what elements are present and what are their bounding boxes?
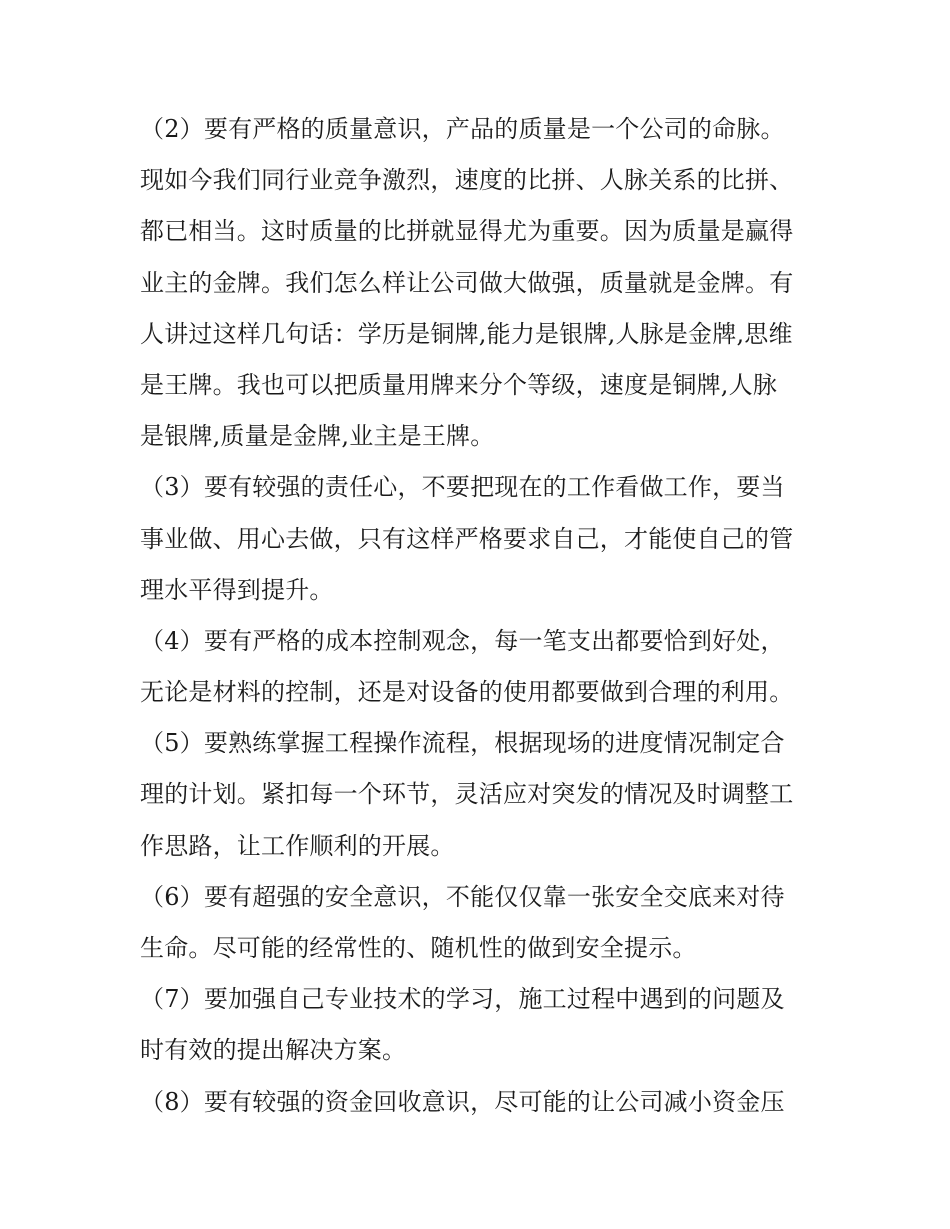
text-line: 现如今我们同行业竞争激烈，速度的比拼、人脉关系的比拼、 bbox=[140, 166, 794, 195]
text-line: 是银牌,质量是金牌,业主是王牌。 bbox=[140, 422, 495, 451]
text-line: 理水平得到提升。 bbox=[140, 575, 334, 604]
paragraph-safety-awareness bbox=[140, 872, 820, 974]
text-line: （6）要有超强的安全意识，不能仅仅靠一张安全交底来对待 bbox=[140, 882, 785, 911]
text-line: 时有效的提出解决方案。 bbox=[140, 1036, 407, 1065]
text-line: 业主的金牌。我们怎么样让公司做大做强，质量就是金牌。有 bbox=[140, 268, 794, 297]
paragraph-responsibility bbox=[140, 462, 820, 616]
body-text bbox=[140, 104, 820, 1128]
text-line: 都已相当。这时质量的比拼就显得尤为重要。因为质量是赢得 bbox=[140, 217, 794, 246]
paragraph-process-mastery bbox=[140, 718, 820, 872]
text-line: 是王牌。我也可以把质量用牌来分个等级，速度是铜牌,人脉 bbox=[140, 370, 778, 399]
text-line: （5）要熟练掌握工程操作流程，根据现场的进度情况制定合 bbox=[140, 729, 785, 758]
text-line: （8）要有较强的资金回收意识，尽可能的让公司减小资金压 bbox=[140, 1087, 785, 1116]
paragraph-cost-control bbox=[140, 616, 820, 718]
text-line: （3）要有较强的责任心，不要把现在的工作看做工作，要当 bbox=[140, 473, 785, 502]
text-line: 无论是材料的控制，还是对设备的使用都要做到合理的利用。 bbox=[140, 678, 794, 707]
text-line: 事业做、用心去做，只有这样严格要求自己，才能使自己的管 bbox=[140, 524, 794, 553]
paragraph-quality-awareness bbox=[140, 104, 820, 462]
text-line: （7）要加强自己专业技术的学习，施工过程中遇到的问题及 bbox=[140, 985, 785, 1014]
text-line: 作思路，让工作顺利的开展。 bbox=[140, 831, 455, 860]
text-line: 人讲过这样几句话：学历是铜牌,能力是银牌,人脉是金牌,思维 bbox=[140, 319, 793, 348]
text-line: （4）要有严格的成本控制观念，每一笔支出都要恰到好处， bbox=[140, 626, 785, 655]
paragraph-fund-recovery bbox=[140, 1077, 820, 1128]
text-line: （2）要有严格的质量意识，产品的质量是一个公司的命脉。 bbox=[140, 115, 785, 143]
paragraph-technical-learning bbox=[140, 974, 820, 1076]
text-line: 生命。尽可能的经常性的、随机性的做到安全提示。 bbox=[140, 934, 697, 962]
text-line: 理的计划。紧扣每一个环节，灵活应对突发的情况及时调整工 bbox=[140, 780, 794, 809]
